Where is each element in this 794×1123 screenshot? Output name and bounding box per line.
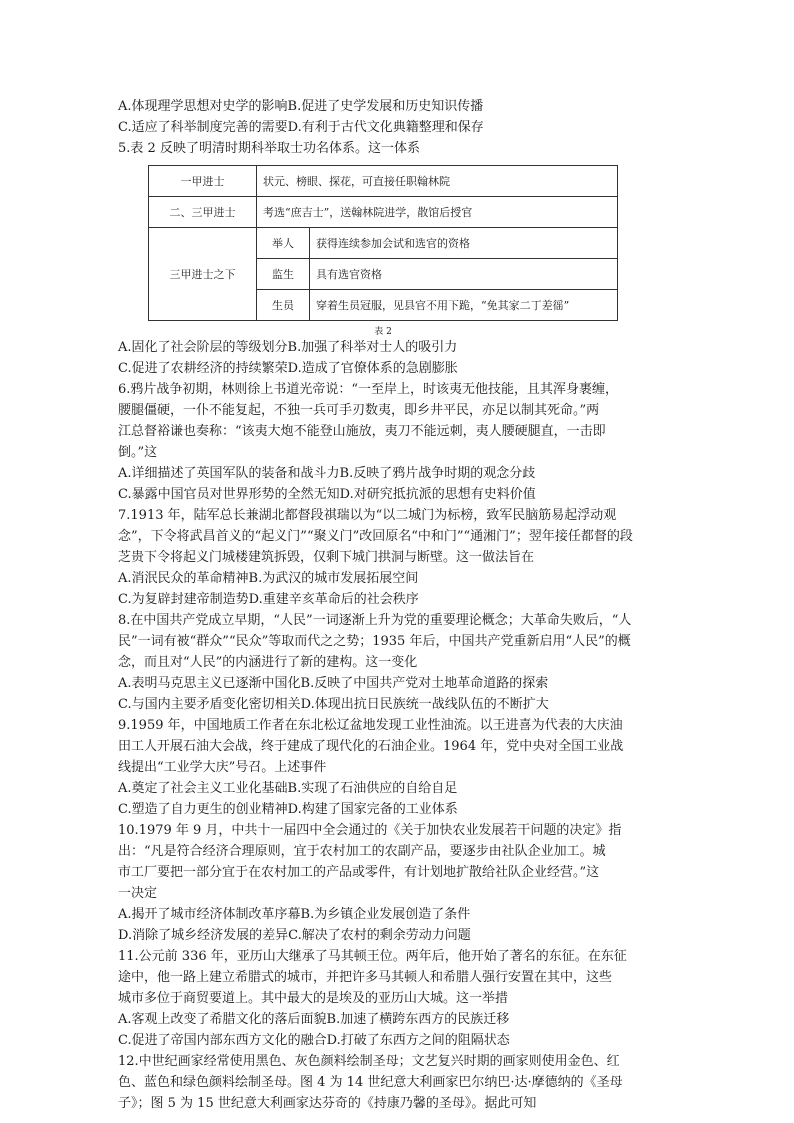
table-cell: 举人 [257, 228, 310, 259]
q4-option-ab: A.体现理学思想对史学的影响B.促进了史学发展和历史知识传播 [118, 99, 484, 114]
q12-stem-line: 12.中世纪画家经常使用黑色、灰色颜料绘制圣母；文艺复兴时期的画家则使用金色、红 [118, 1054, 620, 1069]
table-row [149, 228, 618, 259]
q9-option-ab: A.奠定了社会主义工业化基础B.实现了石油供应的自给自足 [118, 781, 458, 796]
q4-option-cd: C.适应了科举制度完善的需要D.有利于古代文化典籍整理和保存 [118, 120, 484, 135]
q12-stem-line: 色、蓝色和绿色颜料绘制圣母。图 4 为 14 世纪意大利画家巴尔纳巴·达·摩德纳的《圣母 [118, 1075, 623, 1090]
q9-stem-line: 田工人开展石油大会战，终于建成了现代化的石油企业。1964 年，党中央对全国工业战 [118, 739, 624, 754]
q8-stem-line: 念，而且对“人民”的内涵进行了新的建构。这一变化 [118, 655, 418, 670]
q10-option-dc: D.消除了城乡经济发展的差异C.解决了农村的剩余劳动力问题 [118, 928, 471, 943]
table-cell: 监生 [257, 259, 310, 290]
q10-stem-line: 一决定 [118, 886, 158, 901]
q9-option-cd: C.塑造了自力更生的创业精神D.构建了国家完备的工业体系 [118, 802, 458, 817]
q8-option-ab: A.表明马克思主义已逐渐中国化B.反映了中国共产党对土地革命道路的探索 [118, 676, 549, 691]
table-2 [148, 165, 618, 321]
exam-page [118, 96, 698, 1114]
table-cell: 一甲进士 [149, 166, 257, 197]
q11-stem-line: 11.公元前 336 年，亚历山大继承了马其顿王位。两年后，他开始了著名的东征。在东征 [118, 949, 627, 964]
q6-stem-line: 腰腿僵硬，一仆不能复起，不独一兵可手刃数夷，即乡井平民，亦足以制其死命。”两 [118, 403, 600, 418]
table-row [149, 166, 618, 197]
q7-stem-line: 念”，下令将武昌首义的“起义门”“聚义门”改回原名“中和门”“通湘门”；翌年接任都督的段 [118, 529, 633, 544]
table-cell: 考选“庶吉士”，送翰林院进学，散馆后授官 [257, 197, 618, 228]
table-cell: 三甲进士之下 [149, 228, 257, 321]
q11-stem-line: 途中，他一路上建立希腊式的城市，并把许多马其顿人和希腊人强行安置在其中，这些 [118, 970, 613, 985]
q10-stem-line: 出：“凡是符合经济合理原则，宜于农村加工的农副产品，要逐步由社队企业加工。城 [118, 844, 606, 859]
q10-option-ab: A.揭开了城市经济体制改革序幕B.为乡镇企业发展创造了条件 [118, 907, 471, 922]
q8-stem-line: 民”一词有被“群众”“民众”等取而代之之势；1935 年后，中国共产党重新启用“人民”的概 [118, 634, 631, 649]
q10-stem-line: 市工厂要把一部分宜于在农村加工的产品或零件，有计划地扩散给社队企业经营。”这 [118, 865, 600, 880]
q6-stem-line: 江总督裕谦也奏称：“该夷大炮不能登山施放，夷刀不能远刺，夷人腰硬腿直，一击即 [118, 424, 606, 439]
q11-option-ab: A.客观上改变了希腊文化的落后面貌B.加速了横跨东西方的民族迁移 [118, 1012, 510, 1027]
q7-stem-line: 芝贵下令将起义门城楼建筑拆毁，仅剩下城门拱洞与断壁。这一做法旨在 [118, 550, 535, 565]
q8-option-cd: C.与国内主要矛盾变化密切相关D.体现出抗日民族统一战线队伍的不断扩大 [118, 697, 549, 712]
q5-option-ab: A.固化了社会阶层的等级划分B.加强了科举对士人的吸引力 [118, 340, 458, 355]
q6-stem-line: 6.鸦片战争初期，林则徐上书道光帝说：“一至岸上，时该夷无他技能，且其浑身裹缠， [118, 382, 619, 397]
table-cell: 生员 [257, 290, 310, 321]
table-cell: 二、三甲进士 [149, 197, 257, 228]
q7-option-cd: C.为复辟封建帝制造势D.重建辛亥革命后的社会秩序 [118, 592, 419, 607]
q7-option-ab: A.消泯民众的革命精神B.为武汉的城市发展拓展空间 [118, 571, 419, 586]
q5-stem: 5.表 2 反映了明清时期科举取士功名体系。这一体系 [118, 141, 420, 156]
table-cell: 获得连续参加会试和选官的资格 [310, 228, 618, 259]
q11-stem-line: 城市多位于商贸要道上。其中最大的是埃及的亚历山大城。这一举措 [118, 991, 509, 1006]
q9-stem-line: 9.1959 年，中国地质工作者在东北松辽盆地发现工业性油流。以王进喜为代表的大庆油 [118, 718, 623, 733]
q6-option-ab: A.详细描述了英国军队的装备和战斗力B.反映了鸦片战争时期的观念分歧 [118, 466, 536, 481]
table-cell: 状元、榜眼、探花，可直接任职翰林院 [257, 166, 618, 197]
q9-stem-line: 线提出“工业学大庆”号召。上述事件 [118, 760, 327, 775]
q7-stem-line: 7.1913 年，陆军总长兼湖北都督段祺瑞以为“以二城门为标榜，致军民脑筋易起浮动观 [118, 508, 617, 523]
table-cell: 穿着生员冠服，见县官不用下跪，“免其家二丁差徭” [310, 290, 618, 321]
q6-stem-line: 倒。”这 [118, 445, 158, 460]
q11-option-cd: C.促进了帝国内部东西方文化的融合D.打破了东西方之间的阻隔状态 [118, 1033, 510, 1048]
q8-stem-line: 8.在中国共产党成立早期，“人民”一词逐渐上升为党的重要理论概念；大革命失败后，“人 [118, 613, 632, 628]
q5-option-cd: C.促进了农耕经济的持续繁荣D.造成了官僚体系的急剧膨胀 [118, 361, 458, 376]
q6-option-cd: C.暴露中国官员对世界形势的全然无知D.对研究抵抗派的思想有史料价值 [118, 487, 536, 502]
q12-stem-line: 子》；图 5 为 15 世纪意大利画家达芬奇的《持康乃馨的圣母》。据此可知 [118, 1096, 537, 1111]
table-row [149, 197, 618, 228]
table-cell: 具有选官资格 [310, 259, 618, 290]
table-caption: 表 2 [374, 327, 392, 337]
q10-stem-line: 10.1979 年 9 月，中共十一届四中全会通过的《关于加快农业发展若干问题的决定》指 [118, 823, 622, 838]
